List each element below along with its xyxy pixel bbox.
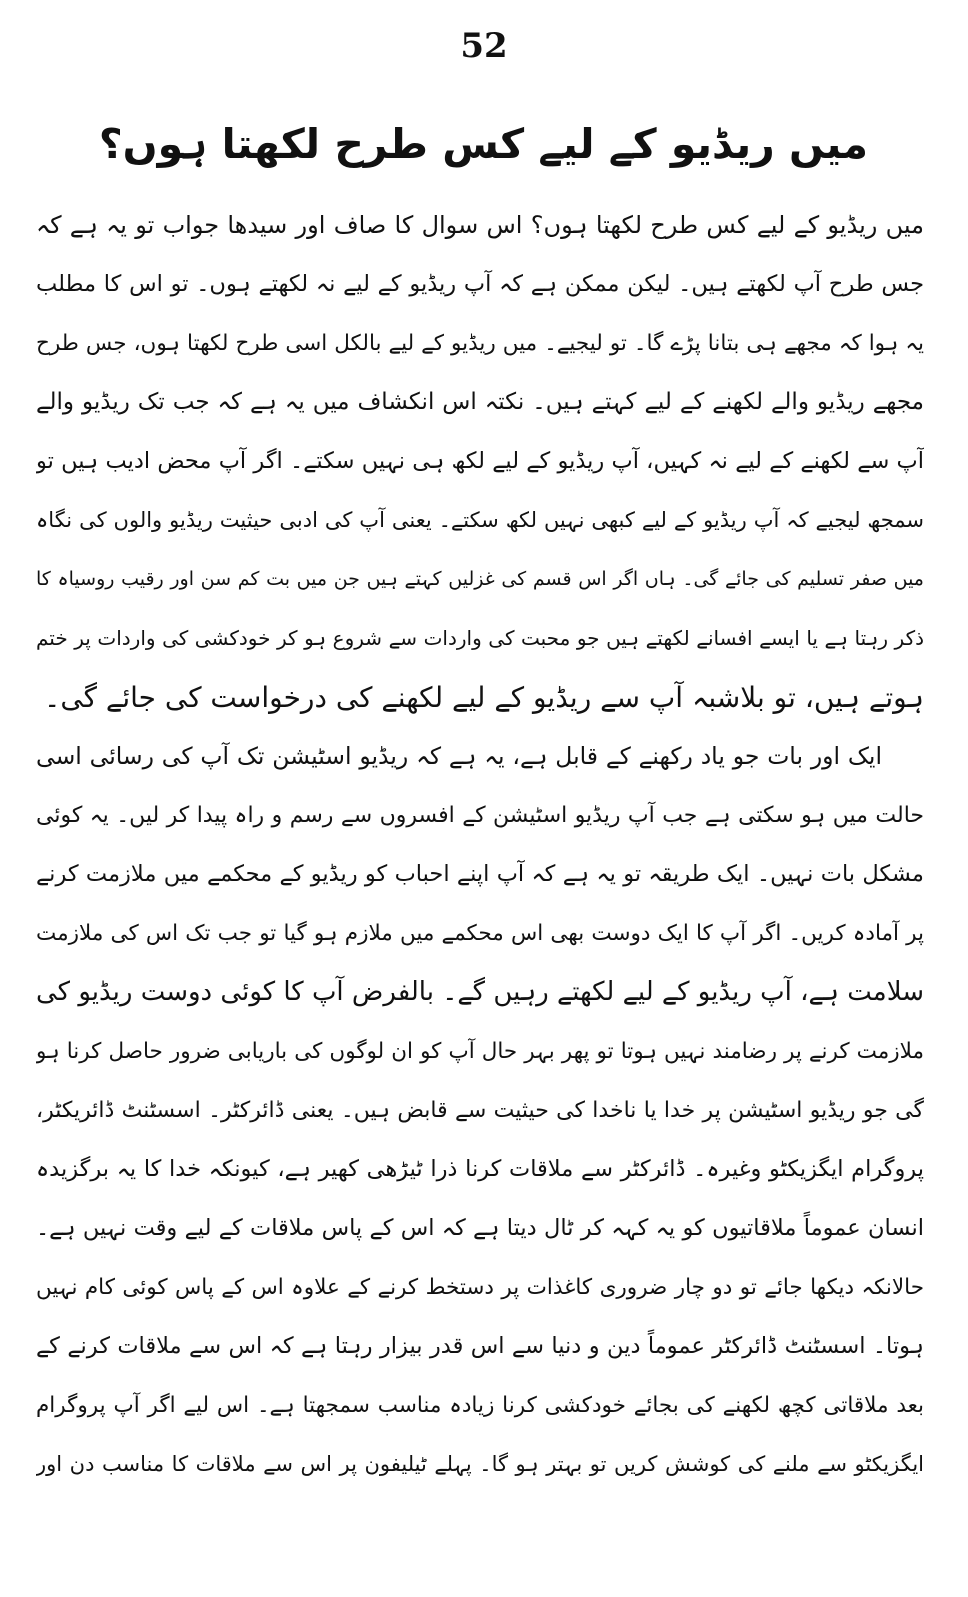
- body-text: [36, 196, 924, 1494]
- text-line: ملازمت کرنے پر رضامند نہیں ہوتا تو پھر بہر حال آپ کو ان لوگوں کی باریابی ضرور حاصل کرنا ہو: [36, 1039, 924, 1064]
- chapter-title: میں ریڈیو کے لیے کس طرح لکھتا ہوں؟: [98, 120, 868, 168]
- text-line: یہ ہوا کہ مجھے ہی بتانا پڑے گا۔ تو لیجیے۔ میں ریڈیو کے لیے بالکل اسی طرح لکھتا ہوں، جس طرح: [36, 331, 924, 356]
- text-line: ایک اور بات جو یاد رکھنے کے قابل ہے، یہ ہے کہ ریڈیو اسٹیشن تک آپ کی رسائی اسی: [36, 742, 882, 770]
- text-line: ذکر رہتا ہے یا ایسے افسانے لکھتے ہیں جو محبت کی واردات سے شروع ہو کر خودکشی کی واردات پر ختم: [36, 626, 924, 650]
- text-line: ایگزیکٹو سے ملنے کی کوشش کریں تو بہتر ہو گا۔ پہلے ٹیلیفون پر اس سے ملاقات کا مناسب دن اور: [36, 1452, 924, 1476]
- text-line: حالانکہ دیکھا جائے تو دو چار ضروری کاغذات پر دستخط کرنے کے علاوہ اس کے پاس کوئی کام نہیں: [36, 1275, 924, 1300]
- text-line: گی جو ریڈیو اسٹیشن پر خدا یا ناخدا کی حیثیت سے قابض ہیں۔ یعنی ڈائرکٹر۔ اسسٹنٹ ڈائریکٹر،: [36, 1098, 924, 1123]
- page-number: 52: [460, 26, 508, 66]
- text-line: میں ریڈیو کے لیے کس طرح لکھتا ہوں؟ اس سوال کا صاف اور سیدھا جواب تو یہ ہے کہ: [36, 211, 924, 239]
- text-line: جس طرح آپ لکھتے ہیں۔ لیکن ممکن ہے کہ آپ ریڈیو کے لیے نہ لکھتے ہوں۔ تو اس کا مطلب: [36, 271, 924, 297]
- text-line: ہوتے ہیں، تو بلاشبہ آپ سے ریڈیو کے لیے لکھنے کی درخواست کی جائے گی۔: [43, 681, 924, 714]
- text-line: حالت میں ہو سکتی ہے جب آپ ریڈیو اسٹیشن کے افسروں سے رسم و راہ پیدا کر لیں۔ یہ کوئی: [36, 803, 924, 828]
- text-line: آپ سے لکھنے کے لیے نہ کہیں، آپ ریڈیو کے لیے لکھ ہی نہیں سکتے۔ اگر آپ محض ادیب ہیں تو: [36, 448, 924, 474]
- text-line: میں صفر تسلیم کی جائے گی۔ ہاں اگر اس قسم کی غزلیں کہتے ہیں جن میں بت کم سن اور رقیب روسیاہ کا: [36, 568, 924, 590]
- text-line: ہوتا۔ اسسٹنٹ ڈائرکٹر عموماً دین و دنیا سے اس قدر بیزار رہتا ہے کہ اس سے ملاقات کرنے کے: [36, 1333, 924, 1359]
- text-line: مشکل بات نہیں۔ ایک طریقہ تو یہ ہے کہ آپ اپنے احباب کو ریڈیو کے محکمے میں ملازمت کرنے: [36, 861, 924, 887]
- text-line: بعد ملاقاتی کچھ لکھنے کی بجائے خودکشی کرنا زیادہ مناسب سمجھتا ہے۔ اس لیے اگر آپ پروگرام: [36, 1393, 924, 1418]
- text-line: پر آمادہ کریں۔ اگر آپ کا ایک دوست بھی اس محکمے میں ملازم ہو گیا تو جب تک اس کی ملازمت: [36, 921, 924, 946]
- text-line: مجھے ریڈیو والے لکھنے کے لیے کہتے ہیں۔ نکتہ اس انکشاف میں یہ ہے کہ جب تک ریڈیو والے: [36, 389, 924, 415]
- text-line: سلامت ہے، آپ ریڈیو کے لیے لکھتے رہیں گے۔ بالفرض آپ کا کوئی دوست ریڈیو کی: [36, 977, 924, 1007]
- text-line: سمجھ لیجیے کہ آپ ریڈیو کے لیے کبھی نہیں لکھ سکتے۔ یعنی آپ کی ادبی حیثیت ریڈیو والوں کی نگاہ: [36, 508, 924, 532]
- text-line: انسان عموماً ملاقاتیوں کو یہ کہہ کر ٹال دیتا ہے کہ اس کے پاس ملاقات کے لیے وقت نہیں ہے۔: [36, 1215, 924, 1241]
- text-line: پروگرام ایگزیکٹو وغیرہ۔ ڈائرکٹر سے ملاقات کرنا ذرا ٹیڑھی کھیر ہے، کیونکہ خدا کا یہ برگزیدہ: [36, 1156, 924, 1182]
